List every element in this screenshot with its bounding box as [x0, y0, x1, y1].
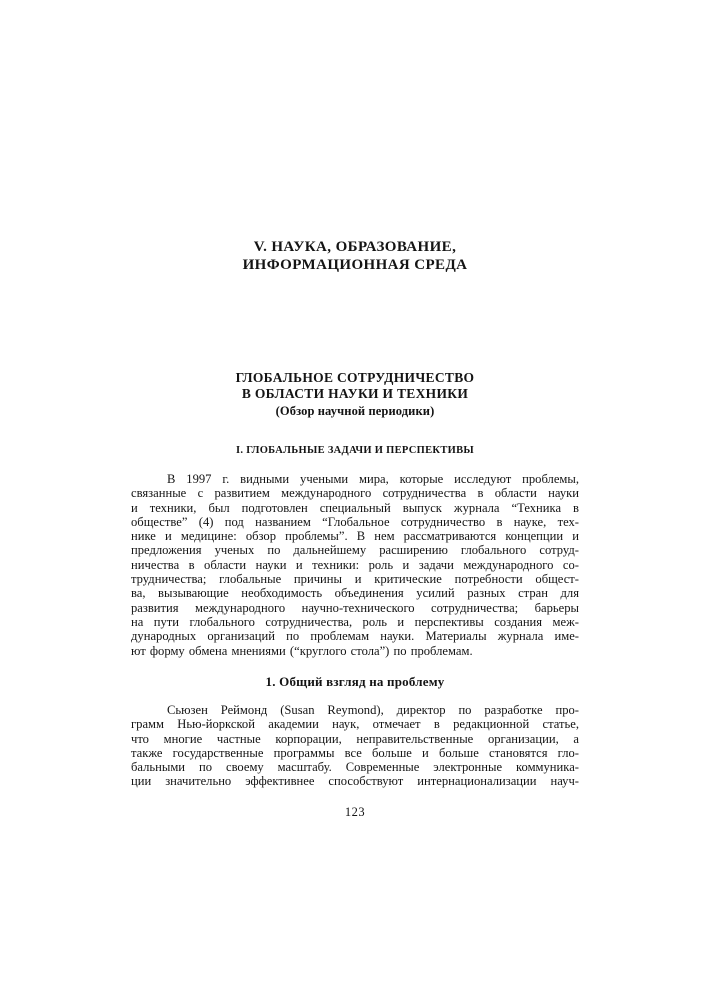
text-line: Сьюзен Реймонд (Susan Reymond), директор по разработке про-: [167, 703, 579, 717]
chapter-title-line-2: ИНФОРМАЦИОННАЯ СРЕДА: [242, 257, 468, 273]
text-line: развития международного научно-технического сотрудничества; барьеры: [131, 600, 579, 615]
text-line: В 1997 г. видными учеными мира, которые исследуют проблемы,: [167, 472, 579, 486]
paragraph-2: [131, 703, 579, 789]
text-line: что многие частные корпорации, неправительственные организации, а: [131, 731, 579, 746]
subsection-heading: 1. Общий взгляд на проблему: [265, 674, 445, 689]
chapter-title: [0, 238, 710, 274]
text-line: и техники, был подготовлен специальный выпуск журнала “Техника в: [131, 500, 579, 515]
paragraph-1: [131, 472, 579, 658]
text-line: дународных организаций по проблемам науки. Материалы журнала име-: [131, 629, 579, 644]
text-line: грамм Нью-йоркской академии наук, отмечает в редакционной статье,: [131, 717, 579, 732]
text-line: на пути глобального сотрудничества, роль и перспективы создания меж-: [131, 614, 579, 629]
article-title-line-2: В ОБЛАСТИ НАУКИ И ТЕХНИКИ: [241, 386, 469, 402]
article-title: [0, 370, 710, 419]
text-line: ции значительно эффективнее способствуют интернационализации науч-: [131, 774, 579, 789]
text-line: ничества в области науки и техники: роль и задачи международного со-: [131, 557, 579, 572]
text-line: обществе” (4) под названием “Глобальное сотрудничество в науке, тех-: [131, 514, 579, 529]
text-line: также государственные программы все больше и больше становятся гло-: [131, 745, 579, 760]
text-line: бальными по своему масштабу. Современные электронные коммуника-: [131, 760, 579, 775]
text-line: ва, вызывающие необходимость объединения усилий разных стран для: [131, 586, 579, 601]
text-line: ют форму обмена мнениями (“круглого стола”) по проблемам.: [131, 643, 473, 658]
page-number: 123: [344, 805, 366, 819]
chapter-title-line-1: V. НАУКА, ОБРАЗОВАНИЕ,: [253, 239, 457, 255]
article-subtitle: (Обзор научной периодики): [275, 403, 435, 418]
text-line: трудничества; глобальные причины и критические потребности общест-: [131, 572, 579, 587]
article-title-line-1: ГЛОБАЛЬНОЕ СОТРУДНИЧЕСТВО: [235, 370, 475, 385]
text-line: связанные с развитием международного сотрудничества в области науки: [131, 486, 579, 501]
text-line: нике и медицине: обзор проблемы”. В нем рассматриваются концепции и: [131, 529, 579, 544]
section-heading: I. ГЛОБАЛЬНЫЕ ЗАДАЧИ И ПЕРСПЕКТИВЫ: [235, 445, 475, 456]
text-line: предложения ученых по дальнейшему расширению глобального сотруд-: [131, 543, 579, 558]
